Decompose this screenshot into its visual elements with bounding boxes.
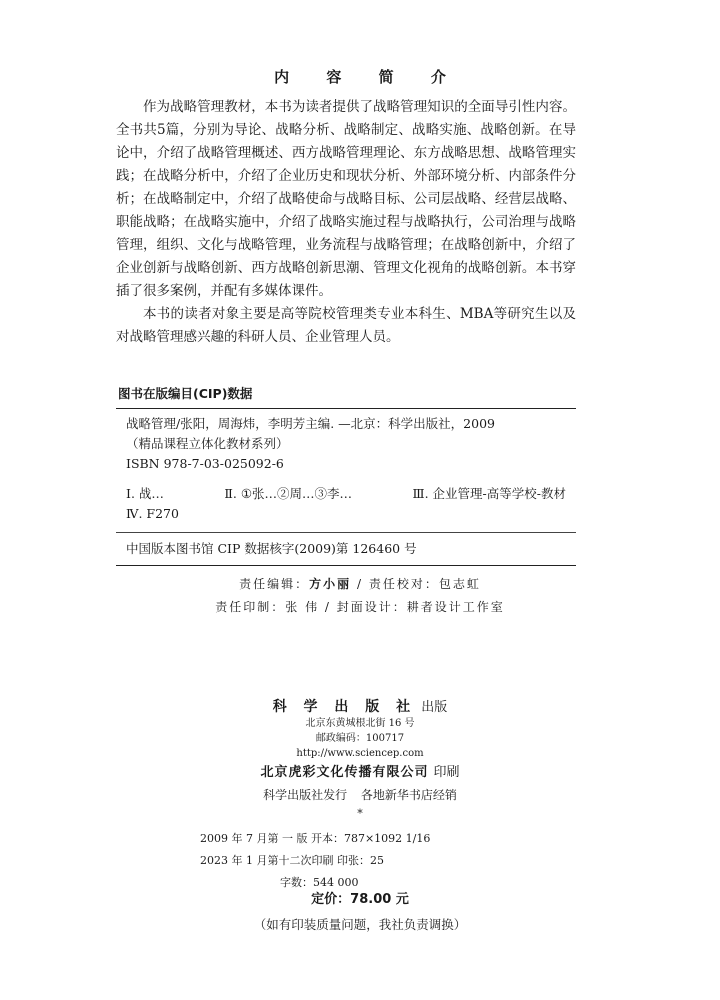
- printing-line: 2023 年 1 月第十二次印刷 印张：25: [200, 854, 384, 867]
- separator-star: *: [357, 807, 363, 820]
- summary-paragraph-1: 作为战略管理教材，本书为读者提供了战略管理知识的全面导引性内容。全书共5篇，分别为导论、战略分析、战略制定、战略实施、战略创新。在导论中，介绍了战略管理概述、西方战略管理理论、东方战略思想、战略管理实践；在战略分析中，介绍了企业历史和现状分析、外部环境分析、内部条件分析；在战略制定中，介绍了战略使命与战略目标、公司层战略、经营层战略、职能战略；在战略实施中，介绍了战略实施过程与战略执行，公司治理与战略管理，组织、文化与战略管理，业务流程与战略管理；在战略创新中，介绍了企业创新与战略创新、西方战略创新思潮、管理文化视角的战略创新。本书穿插了很多案例，并配有多媒体课件。: [116, 99, 576, 299]
- cip-body: [116, 409, 576, 524]
- page-title: 内 容 简 介: [274, 68, 462, 86]
- first-edition-line: 2009 年 7 月第 一 版 开本：787×1092 1/16: [200, 832, 431, 845]
- editor-name: 方小丽: [309, 577, 352, 591]
- publisher-block: [0, 696, 720, 820]
- word-count: 字数：544 000: [280, 876, 359, 889]
- cip-class-4: Ⅳ. F270: [126, 506, 179, 521]
- cip-series-line: （精品课程立体化教材系列）: [126, 436, 289, 451]
- cip-header: 图书在版编目(CIP)数据: [116, 384, 576, 409]
- publisher-website: http://www.sciencep.com: [296, 748, 424, 759]
- proofreader: / 责任校对：包志虹: [351, 577, 481, 591]
- cip-data-block: [116, 384, 576, 566]
- publisher-line: [0, 696, 720, 716]
- printer-suffix: 印刷: [433, 765, 460, 780]
- quality-notice: （如有印装质量问题，我社负责调换）: [253, 917, 467, 932]
- printer-name: 北京虎彩文化传播有限公司: [260, 765, 429, 780]
- content-summary: [116, 96, 576, 349]
- price-block: [0, 888, 720, 933]
- editor-label: 责任编辑：: [239, 577, 310, 591]
- cip-class-2: Ⅱ. ①张…②周…③李…: [224, 486, 353, 501]
- credits-line-2: 责任印制：张 伟 / 封面设计：耕者设计工作室: [215, 600, 505, 614]
- printer-line: [0, 761, 720, 780]
- publisher-suffix: 出版: [421, 700, 448, 715]
- cip-classification-row: [126, 484, 576, 504]
- distribution-line: 科学出版社发行 各地新华书店经销: [263, 788, 457, 802]
- price: 定价：78.00 元: [311, 892, 409, 907]
- credits-block: [0, 573, 720, 619]
- cip-class-3: Ⅲ. 企业管理-高等学校-教材: [412, 486, 566, 501]
- edition-info: [200, 828, 520, 894]
- publisher-address: 北京东黄城根北街 16 号: [305, 718, 415, 729]
- publisher-name: 科 学 出 版 社: [272, 699, 417, 715]
- publisher-postcode: 邮政编码：100717: [315, 733, 405, 744]
- cip-record-number: 中国版本图书馆 CIP 数据核字(2009)第 126460 号: [116, 532, 576, 566]
- summary-paragraph-2: 本书的读者对象主要是高等院校管理类专业本科生、MBA等研究生以及对战略管理感兴趣的科研人员、企业管理人员。: [116, 306, 576, 345]
- cip-title-line: 战略管理/张阳，周海炜，李明芳主编. —北京：科学出版社，2009: [126, 416, 495, 431]
- credits-line-1: [0, 573, 720, 596]
- cip-class-1: Ⅰ. 战…: [126, 486, 164, 501]
- cip-isbn: ISBN 978-7-03-025092-6: [126, 456, 284, 471]
